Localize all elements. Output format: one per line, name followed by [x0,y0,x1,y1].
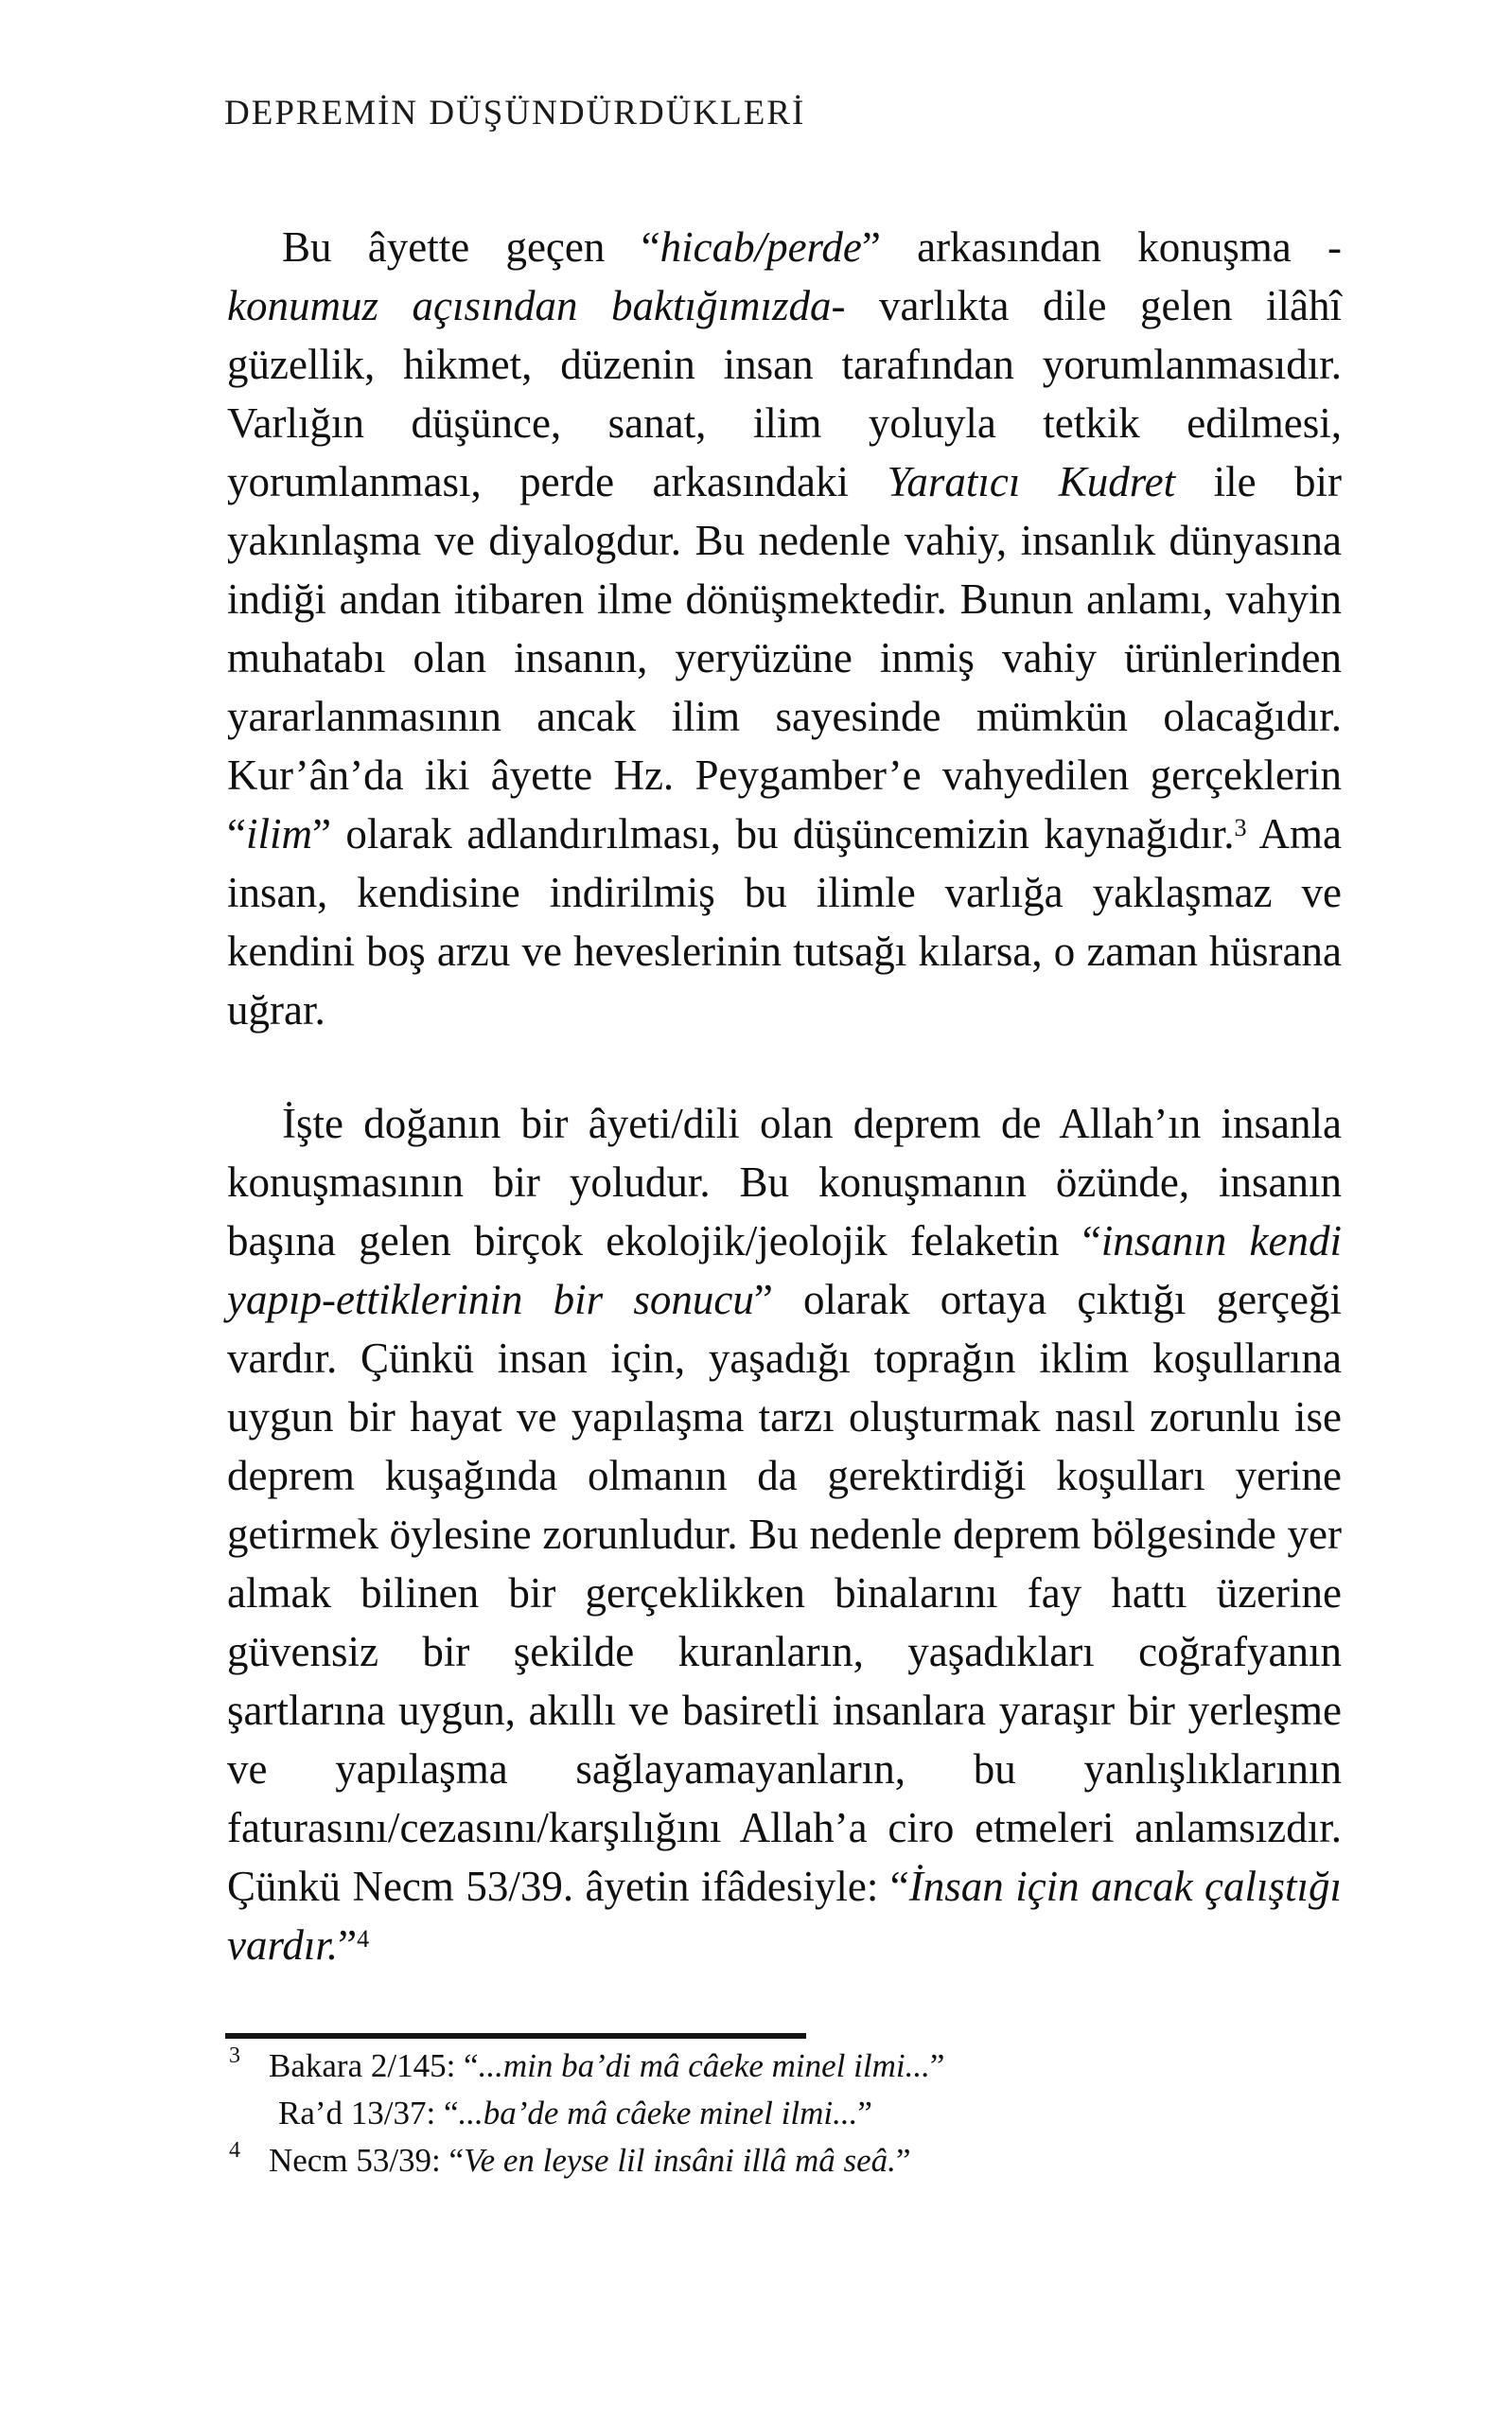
footnote-separator-rule [225,2033,806,2039]
footnote-line [227,2090,1342,2137]
footnote-text: Necm 53/39: “Ve en leyse lil insâni illâ mâ seâ.” [269,2142,911,2179]
footnote-line [227,2137,1342,2184]
footnote-line [227,2043,1342,2090]
footnote-marker-3: 3 [229,2043,240,2068]
footnote-text: Ra’d 13/37: “...ba’de mâ câeke minel ilmi...” [278,2095,872,2131]
paragraph-1: Bu âyette geçen “hicab/perde” arkasından konuşma - konumuz açısından baktığımızda- varlıkta dile gelen ilâhî güzellik, hikmet, düzenin insan tarafından yorumlanmasıdır. Varlığın düşünce, sanat, ilim yoluyla tetkik edilmesi, yorumlanması, perde arkasındaki Yaratıcı Kudret ile bir yakınlaşma ve diyalogdur. Bu nedenle vahiy, insanlık dünyasına indiği andan itibaren ilme dönüşmektedir. Bunun anlamı, vahyin muhatabı olan insanın, yeryüzüne inmiş vahiy ürünlerinden yararlanmasının ancak ilim sayesinde mümkün olacağıdır. Kur’ân’da iki âyette Hz. Peygamber’e vahyedilen gerçeklerin “ilim” olarak adlandırılması, bu düşüncemizin kaynağıdır.$^3$ Ama insan, kendisine indirilmiş bu ilimle varlığa yaklaşmaz ve kendini boş arzu ve heveslerinin tutsağı kılarsa, o zaman hüsrana uğrar. [227,223,1343,1034]
footnote-text: Bakara 2/145: “...min ba’di mâ câeke minel ilmi...” [269,2047,945,2084]
footnote-4 [227,2137,1342,2184]
running-head: DEPREMİN DÜŞÜNDÜRDÜKLERİ [224,94,806,133]
footnote-marker-4: 4 [229,2138,240,2163]
body-text [227,218,1342,1974]
paragraph-2: İşte doğanın bir âyeti/dili olan deprem de Allah’ın insanla konuşmasının bir yoludur. Bu konuşmanın özünde, insanın başına gelen birçok ekolojik/jeolojik felaketin “insanın kendi yapıp-ettiklerinin bir sonucu” olarak ortaya çıktığı gerçeği vardır. Çünkü insan için, yaşadığı toprağın iklim koşullarına uygun bir hayat ve yapılaşma tarzı oluşturmak nasıl zorunlu ise deprem kuşağında olmanın da gerektirdiği koşulları yerine getirmek öylesine zorunludur. Bu nedenle deprem bölgesinde yer almak bilinen bir gerçeklikken binalarını fay hattı üzerine güvensiz bir şekilde kuranların, yaşadıkları coğrafyanın şartlarına uygun, akıllı ve basiretli insanlara yaraşır bir yerleşme ve yapılaşma sağlayamayanların, bu yanlışlıklarının faturasını/cezasını/karşılığını Allah’a ciro etmeleri anlamsızdır. Çünkü Necm 53/39. âyetin ifâdesiyle: “İnsan için ancak çalıştığı vardır.”$^4$ [227,1100,1342,1969]
footnote-3 [227,2043,1342,2137]
footnotes [227,2043,1342,2184]
